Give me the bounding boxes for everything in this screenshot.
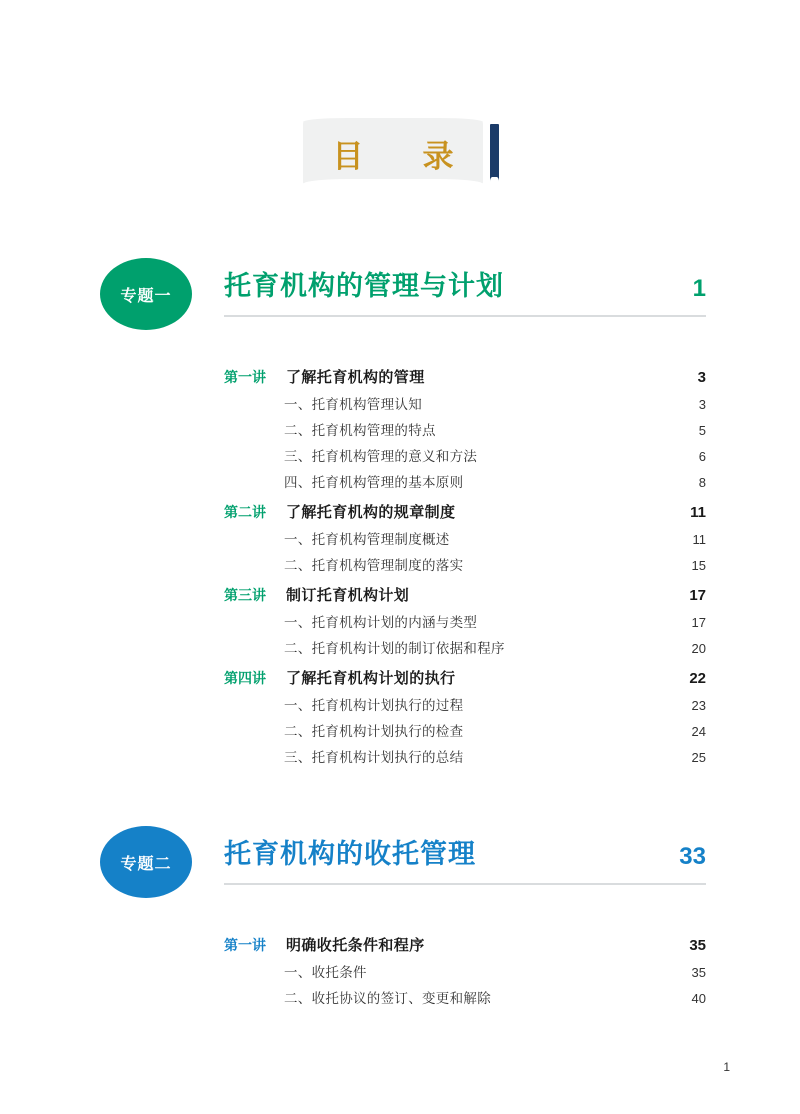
item-page: 17 bbox=[691, 615, 706, 630]
lecture-page: 35 bbox=[689, 937, 706, 954]
lecture-page: 3 bbox=[697, 369, 706, 386]
lecture-row[interactable] bbox=[224, 934, 706, 961]
lecture-title: 明确收托条件和程序 bbox=[286, 937, 425, 954]
item-page: 40 bbox=[691, 991, 706, 1006]
item-title: 三、托育机构计划执行的总结 bbox=[284, 750, 464, 765]
lecture-label: 第四讲 bbox=[224, 670, 266, 686]
lecture-group bbox=[224, 667, 706, 772]
section-title-1: 托育机构的管理与计划 bbox=[224, 271, 504, 301]
lecture-title: 了解托育机构的规章制度 bbox=[286, 504, 456, 521]
banner-ribbon-tail bbox=[490, 124, 499, 182]
lecture-label: 第二讲 bbox=[224, 504, 266, 520]
item-title: 二、托育机构管理的特点 bbox=[284, 423, 436, 438]
lecture-group bbox=[224, 934, 706, 1013]
item-title: 一、托育机构计划的内涵与类型 bbox=[284, 615, 478, 630]
page-number: 1 bbox=[723, 1060, 730, 1074]
lecture-title: 制订托育机构计划 bbox=[286, 587, 410, 604]
list-item[interactable] bbox=[224, 611, 706, 637]
lecture-row[interactable] bbox=[224, 667, 706, 694]
item-title: 一、托育机构管理认知 bbox=[284, 397, 422, 412]
lecture-row[interactable] bbox=[224, 366, 706, 393]
item-title: 三、托育机构管理的意义和方法 bbox=[284, 449, 478, 464]
lecture-label: 第三讲 bbox=[224, 587, 266, 603]
lecture-label: 第一讲 bbox=[224, 369, 266, 385]
list-item[interactable] bbox=[224, 471, 706, 497]
item-page: 3 bbox=[698, 397, 706, 412]
item-title: 二、托育机构计划的制订依据和程序 bbox=[284, 641, 505, 656]
lecture-group bbox=[224, 366, 706, 497]
lecture-title: 了解托育机构的管理 bbox=[286, 369, 425, 386]
section-page-2: 33 bbox=[679, 843, 706, 870]
lecture-title: 了解托育机构计划的执行 bbox=[286, 670, 456, 687]
item-page: 6 bbox=[698, 449, 706, 464]
list-item[interactable] bbox=[224, 746, 706, 772]
item-title: 一、托育机构管理制度概述 bbox=[284, 532, 450, 547]
item-title: 一、收托条件 bbox=[284, 965, 367, 980]
item-title: 四、托育机构管理的基本原则 bbox=[284, 475, 464, 490]
lecture-page: 22 bbox=[689, 670, 706, 687]
item-title: 二、托育机构管理制度的落实 bbox=[284, 558, 464, 573]
section-header-2[interactable] bbox=[224, 832, 706, 885]
lecture-page: 11 bbox=[690, 504, 706, 521]
list-item[interactable] bbox=[224, 528, 706, 554]
item-page: 24 bbox=[691, 724, 706, 739]
item-page: 23 bbox=[691, 698, 706, 713]
list-item[interactable] bbox=[224, 393, 706, 419]
section-2-lectures bbox=[224, 934, 706, 1017]
section-badge-2: 专题二 bbox=[100, 826, 192, 898]
list-item[interactable] bbox=[224, 987, 706, 1013]
list-item[interactable] bbox=[224, 637, 706, 663]
list-item[interactable] bbox=[224, 445, 706, 471]
toc-banner bbox=[303, 122, 499, 184]
item-page: 35 bbox=[691, 965, 706, 980]
lecture-row[interactable] bbox=[224, 501, 706, 528]
item-title: 二、托育机构计划执行的检查 bbox=[284, 724, 464, 739]
item-page: 20 bbox=[691, 641, 706, 656]
list-item[interactable] bbox=[224, 961, 706, 987]
item-title: 二、收托协议的签订、变更和解除 bbox=[284, 991, 491, 1006]
section-page-1: 1 bbox=[692, 275, 706, 302]
lecture-page: 17 bbox=[689, 587, 706, 604]
item-page: 5 bbox=[698, 423, 706, 438]
item-page: 25 bbox=[691, 750, 706, 765]
section-badge-1: 专题一 bbox=[100, 258, 192, 330]
list-item[interactable] bbox=[224, 694, 706, 720]
lecture-group bbox=[224, 584, 706, 663]
item-page: 15 bbox=[691, 558, 706, 573]
lecture-label: 第一讲 bbox=[224, 937, 266, 953]
list-item[interactable] bbox=[224, 554, 706, 580]
section-header-1[interactable] bbox=[224, 264, 706, 317]
page-title: 目 录 bbox=[332, 138, 468, 174]
list-item[interactable] bbox=[224, 720, 706, 746]
lecture-group bbox=[224, 501, 706, 580]
section-1-lectures bbox=[224, 366, 706, 776]
item-title: 一、托育机构计划执行的过程 bbox=[284, 698, 464, 713]
item-page: 11 bbox=[692, 532, 706, 547]
item-page: 8 bbox=[698, 475, 706, 490]
section-title-2: 托育机构的收托管理 bbox=[224, 839, 476, 869]
list-item[interactable] bbox=[224, 419, 706, 445]
lecture-row[interactable] bbox=[224, 584, 706, 611]
